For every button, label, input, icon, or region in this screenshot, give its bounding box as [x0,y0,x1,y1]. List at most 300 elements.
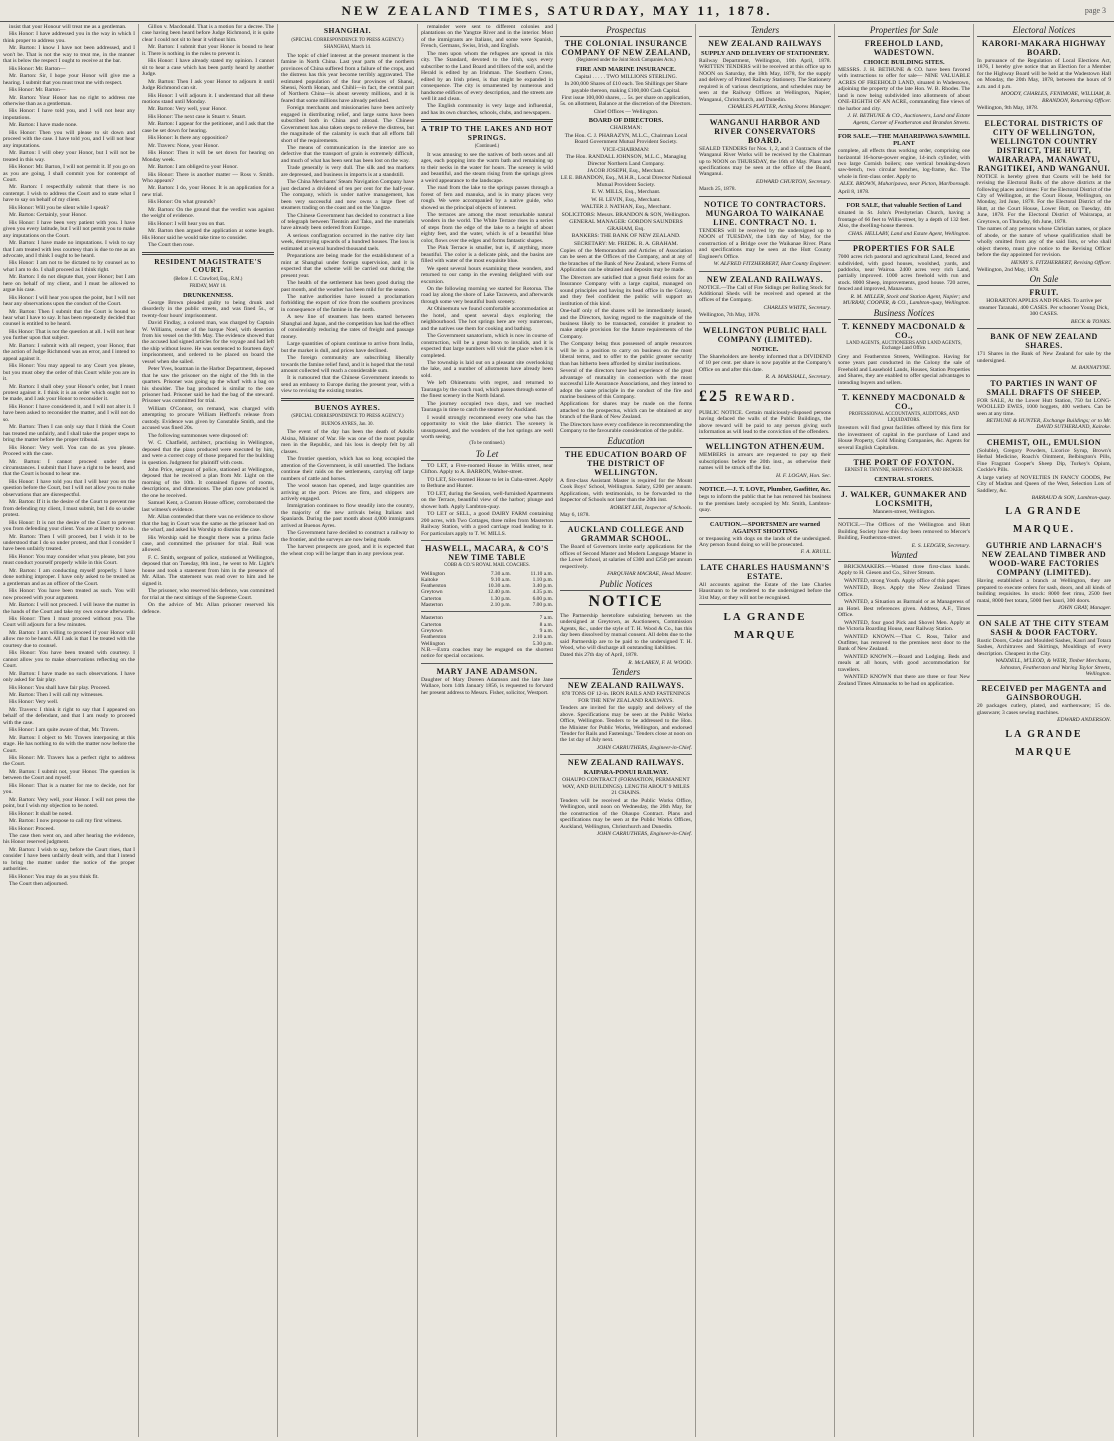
court-paragraph: His Honor: I have already stated my opinion. I cannot sit to hear a case which has been partly heard by another Judge. [142,58,274,78]
newspaper-title: NEW ZEALAND TIMES, SATURDAY, MAY 11, 1878. [341,3,773,18]
insurance-issue: First issue 100,000 shares, ... 5s. per share on application, 5s. on allotment, Balance at the discretion of the Directors. [560,94,692,108]
education-board-sign: ROBERT LEE, Inspector of Schools. [610,504,692,511]
rm-court-paragraph: F. C. Smith, sergeant of police, stationed at Wellington, deposed that on Tuesday, 8th inst., he went to Mr. Light's house and took a statement from him in the presence of Mr. Allan. The statement was read over to him and he signed it. [142,554,274,587]
wadestown-sub: CHOICE BUILDING SITES. [863,59,945,66]
sheep-sale-sign: BETHUNE & HUNTER, Exchange Buildings; or to Mr. DAVID SUTHERLAND, Kaitoke. [986,417,1111,431]
properties-sale-text: 7000 acres rich pastoral and agricultural Land, fenced and subdivided, with good houses, woolshed, yards, and paddocks, near Wairoa. 2400 acres very rich Land, partially improved. 1000 acres freehold with run and stock. 8000 Sheep, improvements, good house. 720 acres, fenced and improved, Manawatu. [838,254,970,293]
rm-court-paragraph: John Price, sergeant of police, stationed at Wellington, deposed that he received a plan from Mr. Light on the morning of the 10th. It contained figures of rooms, descriptions, and dimensions. The plan now produced is the one he received. [142,467,274,499]
bank-shares-ad [977,332,1111,371]
court-paragraph: Mr. Barton: Certainly, your Honor. [9,212,87,219]
court-paragraph: Mr. Barton: I shall obey your Honor's order, but I must protest against it. I think it is an order which ought not to be made, and I ask your Honor to reconsider it. [3,383,135,403]
court-paragraph: His Honor: You have been treated with courtesy. I cannot allow you to make observations reflecting on the Court. [3,650,135,670]
ad-divider [421,663,553,664]
rm-court-paragraph: His Worship said he thought there was a prima facie case, and committed the prisoner for trial. Bail was allowed. [142,534,274,554]
court-paragraph: Mr. Barton: I do not dispute that, your Honor; but I am here on behalf of my client, and I must be allowed to argue his case. [3,274,135,294]
buenos-ayres-paragraph: The frontier question, which has so long occupied the attention of the Government, is still unsettled. The Indians continue their raids on the settlements, carrying off large numbers of cattle and horses. [281,456,414,482]
shanghai-paragraph: The topic of chief interest at the present moment is the famine in North China. Last year parts of the northern provinces of China suffered from a failure of the crops, and the distress has this year become terribly aggravated. The estimated population of the four provinces of Shansi, Shensi, North Honan, and Chihli—in fact, the central part of Northern China—is about seventy millions, and it is feared that some millions have already perished. [281,52,415,104]
court-paragraph: Mr. Barton: Then I ask your Honor to adjourn it until Judge Richmond can sit. [142,78,274,92]
column-5 [557,24,696,1437]
ad-divider [977,375,1111,376]
insurance-offices: Chief Offices — Wellington. [593,108,659,115]
prospectus-heading: Prospectus [560,25,692,37]
trip-paragraph: I would strongly recommend every one who has the opportunity to visit the lake district. The scenery is unsurpassed, and the wonders of the hot springs are well worth seeing. [421,414,553,440]
ad-divider [699,384,831,385]
insurance-title: THE COLONIAL INSURANCE COMPANY OF NEW ZEALAND, [561,39,691,57]
court-paragraph: The case then went on, and after hearing the evidence, his Honor reserved judgment. [3,833,135,846]
insurance-paragraph: The Directors are satisfied that a great field exists for an Insurance Company with a large capital, managed on sound principles and having its head office in the Colony, and they feel confident the public will support an institution of this kind. [560,274,692,307]
court-paragraph: Mr. Barton: I am willing to proceed if your Honor will allow me to be heard. All I ask is that I be treated with the courtesy due to counsel. [3,629,135,649]
court-paragraph: Mr. Barton: I appear for the petitioner, and I ask that the case be set down for hearing. [142,121,274,134]
stationery-tender-title: NEW ZEALAND RAILWAYS [708,39,822,48]
page-number: page 3 [1084,6,1106,15]
fruit-sign: BECK & TONKS. [1070,318,1111,325]
section-sale-title: FOR SALE, that valuable Section of Land [846,202,962,210]
bank-shares-text: 171 Shares in the Bank of New Zealand for sale by the undersigned. [977,351,1111,364]
trip-paragraph: The road from the lake to the springs passes through a forest of fern and manuka, and is in many places very rough. We were accompanied by a native guide, who showed us the principal objects of interest. [421,185,553,211]
court-paragraph: His Honor: That is a matter for me to decide, not for you. [3,782,135,796]
timetable-cell: 5.30 p.m. [532,640,553,647]
coach-timetable [421,571,553,609]
public-hall-title: WELLINGTON PUBLIC HALL COMPANY (LIMITED). [702,325,828,344]
court-paragraph: Mr. Barton: Sir, I hope your Honor will give me a hearing. I submit that you must treat me with respect. [3,73,135,86]
shanghai-paragraph: A serious conflagration occurred in the native city last week, destroying upwards of a hundred houses. The loss is estimated at several hundred thousand taels. [281,232,414,252]
macdonald-acc-text: Investors will find great facilities offered by this firm for the investment of capital in the purchase of Land and House Property, Gold Mining Companies, &c. Agents for several English Capitalists. [838,425,970,451]
court-paragraph: Mr. Barton: I respectfully submit that there is no contempt. I wish to address the Court and to state what I have to say on behalf of my client. [3,184,135,204]
director-entry: LE E. BRANDON, Esq., M.H.R., Local Director National Mutual Provident Society. [560,175,692,188]
to-let-ad: TO LET, a Five-roomed House in Willis street, near Clifton. Apply to A. BARRON, Walter-street. [421,463,553,476]
tenders-heading: Tenders [560,667,692,679]
missing-person-text: Daughter of Mary Doreen Adamson and the late Jane Wallace, born 14th January 1856, is requested to forward her present address to Messrs. Fisher, solicitor, Westport. [421,676,553,696]
rm-court-paragraph: W. C. Chatfield, architect, practising in Wellington, deposed that the plans produced were executed by him, and were a correct copy of those prepared for the building in question. Judgment for plaintiff with costs. [142,440,274,466]
wadestown-text: MESSRS. J. H. BETHUNE & CO. have been favored with instructions to offer for sale— NINE VALUABLE ACRES OF FREEHOLD LAND, situated in Wadestown, adjoining the property of the late Hon. W. B. Rhodes. The land is now being subdivided into allotments of about ONE-EIGHTH OF AN ACRE, commanding fine views of the harbor and city. [838,67,970,112]
timber-company-text: Having established a branch at Wellington, they are prepared to execute orders for sash, doors, and all kinds of building requisites. In stock: 8000 feet rimu, 2500 feet matai, 8000 feet totara, 5000 feet kauri, 300 doors. [977,578,1111,604]
to-let-ad: TO LET, during the Session, well-furnished Apartments on the Terrace, beautiful view of the harbor; plunge and shower bath. Apply Lambton-quay. [421,490,553,510]
properties-heading: Properties for Sale [838,25,970,37]
partnership-notice [560,593,692,667]
court-paragraph: His Honor: Mr. Barton— [9,65,66,72]
macdonald-land-sub: LAND AGENTS, AUCTIONEERS AND LAND AGENTS, Exchange Land Office. [846,340,962,352]
ad-divider [977,328,1111,329]
court-paragraph: His Honor: Mr. Barton, I will not permit it. If you go on as you are going, I shall commit you for contempt of Court. [3,164,135,183]
shanghai-dateline: SHANGHAI, March 14. [323,45,372,51]
court-paragraph: His Honor: It shall be noted. [9,810,73,817]
foxton-title: THE PORT OF FOXTON. [853,458,955,468]
coach-subtitle: COBB & CO.'S ROYAL MAIL COACHES. [444,563,530,568]
chemist-title: CHEMIST, OIL, EMULSION [986,437,1102,447]
insurance-shares: In 200,000 Shares of £10 each. Ten Shillings per Share payable thereon, making £100,000 Cash Capital. [564,81,688,94]
shanghai-paragraph: A new line of steamers has been started between Shanghai and Japan, and the competition has had the effect of considerably reducing the rates of freight and passage money. [281,314,414,340]
highway-board-date: Wellington, 9th May, 1878. [977,105,1039,112]
timetable-cell: 6.00 p.m. [532,595,553,602]
macdonald-land-ad [838,322,970,386]
caution-text: or trespassing with dogs on the lands of the undersigned. Any person found doing so will be prosecuted. [699,535,831,549]
macdonald-land-text: Grey and Featherston Streets, Wellington. Having for some years past conducted in the Colony the sale of Freehold and Leasehold Lands, Houses, Station Properties and Shares, they are enabled to offer special advantages to intending buyers and sellers. [838,353,970,386]
to-let-ads [421,463,553,537]
chemist-text-2: A large variety of NOVELTIES IN FANCY GOODS, Per City of Madras and Queen of the West, Selection Lots of Saddlery, &c. [977,474,1111,494]
chemist-text: (Soluble), Gregory Powders, Licorice Syrup, Brown's Herbal Medicine, Roach's Ointment, Belbington's Pills, Fine Fragrant Cooper's Sheep Dip, Turkey's Opium, Cockle's Pills. [977,447,1111,474]
court-paragraph: Mr. Barton: If it is the desire of the Court to prevent me from defending my client, I must submit, but I do so under protest. [3,499,135,519]
court-paragraph: His Honor: The next case is Stuart v. Stuart. [148,113,247,120]
ad-divider [838,240,970,241]
education-board-text: A first-class Assistant Master is required for the Mount Cook Boys' School, Wellington. Salary, £200 per annum. Applications, with testimonials, to be forwarded to the Inspector of Schools not later than the 20th inst. [560,477,692,504]
court-paragraph: His Honor: Proceed. [9,825,55,832]
buenos-ayres-title: BUENOS AYRES. [314,402,381,412]
court-paragraph: His Honor: Very well. You can do as you please. Proceed with the case. [3,444,135,458]
love-notice-ad [699,486,831,513]
ad-divider [838,486,970,487]
masthead [0,0,1114,22]
court-paragraph: His Honor: On what grounds? [148,199,216,206]
shanghai-paragraph: Preparations are being made for the establishment of a mint at Shanghai under foreign supervision, and it is expected that the scheme will be carried out during the present year. [281,253,414,279]
ad-divider [977,115,1111,116]
rails-tender-sub: 878 TONS OF 12-in. IRON RAILS AND FASTENINGS FOR THE NEW ZEALAND RAILWAYS. [561,691,691,704]
sawmill-ad [838,133,970,195]
wadestown-land-ad [838,39,970,126]
notice-sign: R. McLAREN, F. H. WOOD. [628,659,692,666]
court-paragraph: Mr. Travers: None, your Honor. [148,142,220,149]
electoral-heading: Electoral Notices [977,25,1111,37]
timetable-cell: Featherston [421,583,447,590]
court-paragraph: His Honor: I am not to be dictated to by counsel as to what I am to do. I shall proceed as I think right. [3,260,135,273]
court-paragraph: His Honor: That is not the question at all. I will not hear you further upon that subject. [3,328,135,342]
timetable-cell: 12.40 p.m. [487,589,511,596]
contractors-notice-text: TENDERS will be received by the undersigned up to NOON of TUESDAY, the 14th day of May, for the construction of a Bridge over the Waikanae River. Plans and specifications may be seen at the Hutt County Engineer's Office. [699,227,831,260]
column-8 [974,24,1114,1437]
ad-divider [838,454,970,455]
timetable-cell: 7.00 p.m. [532,602,553,609]
to-let-heading: To Let [421,449,553,461]
timber-company-ad [977,541,1111,611]
received-goods-ad [977,684,1111,723]
timetable-cell: 11.10 a.m. [530,570,553,577]
caution-title: CAUTION.—SPORTSMEN are warned AGAINST SHOOTING [709,520,821,535]
rm-court-paragraph: The prisoner, who reserved his defence, was committed for trial at the next sittings of the Supreme Court. [142,588,274,601]
court-paragraph: His Honor: Then you will please to sit down and proceed with the case. I have told you, and I will not hear any imputations. [3,129,135,149]
ad-divider [560,521,692,522]
ad-divider [560,754,692,755]
foxton-sub: ERNEST B. THYNNE, SHIPPING AGENT AND BROKER. [844,468,964,474]
timetable-cell: 2.10 a.m. [532,634,553,641]
buenos-ayres-body [281,429,414,557]
received-goods-sign: EDWARD ANDERSON. [1057,717,1111,724]
properties-sale-title: PROPERTIES FOR SALE [852,244,956,254]
rm-court-date: FRIDAY, MAY 10. [189,284,227,290]
buenos-ayres-paragraph: The Government have decided to construct a railway to the frontier, and the surveys are now being made. [281,530,414,543]
article-paragraph: remainder were sent to different colonies and plantations on the Yangtze River and in the interior. Most of the immigrants are Italians, and some were Spanish, French, Germans, Swiss, Irish, and English. [421,24,553,50]
insurance-capital: Capital . . . . . TWO MILLIONS STERLING. [574,73,678,80]
wanted-heading: Wanted [838,550,970,562]
buenos-ayres-paragraph: The wool season has opened, and large quantities are arriving at the port. Prices are firm, and shippers are actively engaged. [281,483,414,503]
fruit-text: HOBARTON APPLES AND PEARS. To arrive per steamer Taranaki, 400 CASES. Per schooner Young Dick, 300 CASES. [979,298,1109,318]
court-paragraph: Mr. Barton: I know I have not been addressed, and I won't be. That is not the way to treat me, in the manner that is below the respect I ought to receive at the bar. [3,45,135,65]
wanted-ad: WANTED KNOWN.—That C. Ross, Tailor and Outfitter, has removed to the premises next door to the Bank of New Zealand. [838,633,970,653]
trip-paragraph: We spent several hours examining these wonders, and returned to our camp in the evening delighted with our excursion. [421,265,553,285]
kaipara-tender-title: NEW ZEALAND RAILWAYS. [567,758,685,768]
shanghai-paragraph: Trade generally is very dull. The silk and tea markets are depressed, and business in imports is at a standstill. [281,165,414,178]
court-paragraph: Mr. Barton: I submit not, your Honor. The question is between the Court and myself. [3,768,135,782]
court-paragraph: His Honor: Mr. Travers has a perfect right to address the Court. [3,755,135,768]
rm-court-title: RESIDENT MAGISTRATE'S COURT. [154,256,262,274]
court-paragraph: insist that your Honour will treat me as a gentleman. [9,24,127,30]
timetable-cell: 7.30 a.m. [490,570,511,577]
court-paragraph: Mr. Barton: Then I can only say that I think the Court has treated me unfairly, and I shall take the proper steps to bring the matter before the proper tribunal. [3,424,135,444]
wanganui-harbor-text: SEALED TENDERS for Nos. 1, 2, and 3 Contracts of the Wanganui River Works will be received by the Chairman up to NOON on THURSDAY, the 16th of May. Plans and specifications may be seen at the office of the Board, Wanganui. [699,145,831,178]
trip-paragraph: The journey occupied two days, and we reached Tauranga in time to catch the steamer for Auckland. [421,400,553,414]
coach-timetable-return [421,615,553,646]
ad-divider [699,559,831,560]
rm-court-paragraph: William O'Connor, on remand, was charged with attempting to procure William Hefford's release from custody. Evidence was given by Constable Smith, and the accused was fined 20s. [142,405,274,432]
ad-divider [838,198,970,199]
kaipara-tender-ad [560,758,692,837]
public-notices-heading: Public Notices [560,579,692,591]
court-paragraph: Mr. Barton: I wish to say, before the Court rises, that I consider I have been unfairly dealt with, and that I intend to bring the matter under the notice of the proper authorities. [3,846,135,873]
buenos-ayres-subtitle: (SPECIAL CORRESPONDENCE TO PRESS AGENCY.) [291,414,404,420]
electoral-districts-text: NOTICE is hereby given that Courts will be held for revising the Electoral Rolls of the above districts at the following places and times: For the Electoral District of the City of Wellington, at the Court House, Wellington, on Monday, 3rd June, 1878. For the Electoral District of the Hutt, at the Court House, Lower Hutt, on Tuesday, 4th June, 1878. For the Electoral District of Wairarapa, at Greytown, on Thursday, 6th June, 1878. [977,173,1111,225]
court-paragraph: His Honor: I have considered it, and I will not alter it. I have been asked to reconsider the matter, and I will not do so. [3,403,135,423]
missing-person-title: MARY JANE ADAMSON. [436,666,538,676]
court-proceedings-continued [142,24,274,249]
wanganui-harbor-title: WANGANUI HARBOR AND RIVER CONSERVATORS BOARD. [709,117,821,145]
trip-body [421,152,553,440]
timetable-cell: 1.30 p.m. [490,595,511,602]
railways-notice-ad [699,275,831,319]
insurance-solicitors: SOLICITORS: Messrs. BRANDON & SON, Wellington. [561,211,691,218]
insurance-paragraph: Several of the directors have had experience of the great advantage of mutuality in connection with the most successful Life Assurance Associations, and they intend to adopt the same principle in the conduct of the fire and marine business of this Company. [560,368,692,400]
wanted-ad: WANTED, a Situation as Barmaid or as Manageress of an Hotel. Best references given. Address, A.F., Times Office. [838,599,970,619]
director-entry: JACOB JOSEPH, Esq., Merchant. [587,168,665,175]
received-goods-text: 20 packages cutlery, plated, and earthenware; 15 do. glassware; 3 cases sewing machines. [977,703,1111,716]
buenos-ayres-dateline: BUENOS AYRES, Jan. 30. [321,421,374,427]
sawmill-sign: ALEX. BROWN, Maharipawa, near Picton, Marlborough. [839,181,970,188]
received-goods-title: RECEIVED per MAGENTA and GAINSBOROUGH. [981,684,1107,703]
court-paragraph: His Honor: You may do as you think fit. [9,873,99,880]
section-divider [142,252,274,255]
insurance-chair-label: CHAIRMAN: [609,125,642,132]
contractors-notice-title: NOTICE TO CONTRACTORS. MUNGAROA TO WAIKANAE LINE. CONTRACT NO. 1. [704,199,826,227]
railways-notice-date: Wellington, 7th May, 1878. [699,312,761,319]
sawmill-title: FOR SALE.—THE MAHARIPAWA SAWMILL PLANT [838,133,970,148]
sawmill-date: April 8, 1878. [838,188,870,195]
ad-divider [699,196,831,197]
court-paragraph: His Honor: You may consider what you please, but you must conduct yourself properly while in this Court. [3,553,135,567]
trip-subtitle: (Continued.) [474,144,500,150]
timetable-cell: 7 a.m. [539,615,553,622]
director-entry: E. W. MILLS, Esq., Merchant. [591,189,661,196]
ad-divider [699,517,831,518]
love-notice-title: NOTICE.—J. T. LOVE, Plumber, Gasfitter, &c. [699,486,831,494]
coach-footer: N.B.—Extra coaches may be engaged on the shortest notice for special occasions. [421,646,553,660]
wanted-ad: WANTED, strong Youth. Apply office of this paper. [844,577,961,584]
trip-paragraph: The Government sanatorium, which is now in course of construction, will be a great boon to invalids, and it is expected that large numbers will visit the place when it is completed. [421,333,553,359]
missing-person-ad [421,667,553,696]
shanghai-paragraph: The means of communication in the interior are so defective that the transport of grain is extremely difficult, and much of what has been sent has been lost on the way. [281,145,414,164]
insurance-paragraph: Copies of the Memorandum and Articles of Association can be seen at the Offices of the Company, and at any of the branches of the Bank of New Zealand, where Forms of Application can be obtained and deposits may be made. [560,248,692,274]
auckland-college-sign: FARQUHAR MACRAE, Head Master. [607,571,692,578]
wanted-ad: WANTED, four good Pick and Shovel Men. Apply at the Victoria Boarding House, near Railway Station. [838,619,970,633]
court-paragraph: His Honor: Is there any opposition? [148,135,229,142]
insurance-directors [560,168,692,211]
rm-court-paragraph: Samuel Kent, a Custom House officer, corroborated the last witness's evidence. [142,500,274,513]
timber-company-title: GUTHRIE AND LARNACH'S NEW ZEALAND TIMBER AND WOOD-WARE FACTORIES COMPANY (LIMITED). [981,541,1107,578]
reward-ad [699,388,831,436]
love-notice-text: begs to inform the public that he has removed his business to the premises lately occupied by Mr. Smith, Lambton-quay. [699,494,831,514]
wanted-ad: WANTED KNOWN.—Board and Lodging. Beds and meals at all hours, with good accommodation for travellers. [838,653,970,673]
wanganui-harbor-date: March 25, 1878. [699,186,736,193]
shanghai-paragraph: Foreign merchants and missionaries have been actively engaged in distributing relief, and large sums have been subscribed both in China and abroad. The Chinese Government has also taken steps to relieve the distress, but the magnitude of the calamity is such that all efforts fall short of the requirements. [281,105,414,144]
buenos-ayres-paragraph: Immigration continues to flow steadily into the country, the majority of the new arrivals being Italians and Spaniards. During the past month about 4,000 immigrants arrived at Buenos Ayres. [281,503,414,529]
court-paragraph: Mr. Barton: I am obliged to your Honor. [148,164,238,171]
highway-board-title: KARORI-MAKARA HIGHWAY BOARD. [981,39,1107,57]
court-paragraph: His Honor: I have addressed you in the way in which I think proper to address you. [3,31,135,44]
court-paragraph: His Honor: I will adjourn it. I understand that all these motions stand until Monday. [142,92,274,105]
court-paragraph: His Honor: I have told you, and I will not hear any imputations. [3,108,135,121]
sash-factory-sign: WADDELL, M'LEOD, & WEIR, Timber Merchants, Johnston, Featherston and Waring Taylor Streets, Wellington. [995,658,1111,678]
timetable-cell: Kaitoke [421,576,439,583]
court-paragraph: Mr. Barton: I submit with all respect, your Honor, that the action of Judge Richmond was an error, and I intend to appeal against it. [3,342,135,362]
education-board-title: THE EDUCATION BOARD OF THE DISTRICT OF WELLINGTON. [564,449,688,477]
trip-paragraph: It was amusing to see the natives of both sexes and all ages, each popping into the warm bath and remaining up to their necks in the water for hours. The scenery is wild and beautiful, and the steam rising from the springs gives a weird appearance to the landscape. [421,151,553,184]
trip-paragraph: We left Ohinemutu with regret, and returned to Tauranga by the coach road, which passes through some of the finest scenery in the North Island. [421,380,553,400]
shanghai-body [281,53,414,395]
properties-sale-sign: R. M. MILLER, Stock and Station Agent, Napier; and MURRAY, COOPER, & CO., Lambton-quay, Wellington. [842,293,970,307]
timetable-cell: Featherston [421,634,447,641]
ad-divider [699,114,831,115]
notice-date: Dated this 27th day of April, 1878. [560,652,638,659]
sheep-sale-title: TO PARTIES IN WANT OF SMALL DRAFTS OF SHEEP. [986,378,1102,397]
ad-divider [421,540,553,541]
court-paragraph: Mr. Travers: I think it right to say that I appeared on behalf of the defendant, and that I am ready to proceed with the case. [3,706,135,726]
wanted-ad: BRICKMAKERS.—Wanted three first-class hands. Apply to H. Giesen and Co., Silver Stream. [838,564,970,577]
public-hall-sign: R. A. MARSHALL, Secretary. [765,374,831,381]
stationery-tender-sign: CHARLES PLAYTER, Acting Stores Manager. [727,104,831,111]
timetable-row [421,602,553,608]
insurance-manager: GENERAL MANAGER: GORDON SAUNDERS GRAHAM, Esq. [569,219,683,232]
section-sale-text: situated in St. John's Presbyterian Church, having a frontage of 66 feet to Willis-street, by a depth of 132 feet. Also, the dwelling-house thereon. [838,210,970,230]
court-paragraph: His Honor: There is another matter — Ross v. Smith. Who appears? [142,171,274,184]
kaipara-tender-sub: KAIPARA-PONUI RAILWAY. [583,769,669,777]
trip-paragraph: At Ohinemutu we found comfortable accommodation at the hotel, and spent several days exploring the neighbourhood. The hot springs here are very numerous, and the natives use them for cooking and bathing. [421,306,553,332]
rm-court-paragraph: David Findlay, a colored man, was charged by Captain W. Williams, owner of the barque Noel, with desertion from his vessel on the 9th May. The evidence showed that the accused had signed articles for the voyage and had left the ship without leave. He was sentenced to fourteen days' imprisonment, and ordered to be placed on board the vessel when she sailed. [142,320,274,365]
gunmaker-text: Manners-street, Wellington. [872,508,936,515]
court-paragraph: His Honor: I have told you that I will hear you on the question before the Court, but I will not allow you to make observations that are disrespectful. [3,478,135,498]
court-paragraph: The Court then adjourned. [9,881,69,888]
coach-timetable-ad [421,544,553,660]
ad-divider [838,129,970,130]
education-heading: Education [560,436,692,448]
court-paragraph: His Honor: You may appeal to any Court you please, but you must obey the order of this Court while you are in it. [3,363,135,383]
section-sale-sign: CHAS. HELLABY, Land and Estate Agent, Wellington. [848,230,970,237]
trip-paragraph: The township is laid out on a pleasant site overlooking the lake, and a number of allotments have already been sold. [421,359,553,379]
shanghai-title: SHANGHAI. [323,26,372,35]
court-paragraph: His Honor: I will hear you on that. [148,220,226,227]
court-paragraph: His Honor: You have been treated as such. You will now proceed with your argument. [3,588,135,601]
court-paragraph: His Honor: Mr. Barton— [9,87,66,94]
court-paragraph: Mr. Barton: I now propose to call my first witness. [9,818,123,825]
article-continued [421,24,553,116]
timetable-cell: Masterton [421,615,443,622]
court-paragraph: Mr. Barton: I will obey your Honor, but I will not be treated in this way. [3,150,135,163]
court-paragraph: Mr. Barton: Then I submit that the Court is bound to hear what I have to say. It has been repeatedly decided that counsel is entitled to be heard. [3,308,135,328]
court-paragraph: Mr. Barton: Then I will proceed, but I wish it to be understood that I do so under protest, and that I consider I have been unfairly treated. [3,533,135,553]
athenaeum-text: MEMBERS in arrears are requested to pay up their subscriptions before the 20th inst., as otherwise their names will be struck off the list. [699,452,831,472]
court-paragraph: Mr. Barton: Very well, your Honor. I will not press the point, but I wish my objection to be noted. [3,796,135,810]
caution-sign: F. A. KRULL. [800,549,831,556]
auckland-college-text: The Board of Governors invite early applications for the offices of Second Master and Modern Language Master in the Lower School, at salaries of £300 and £250 per annum respectively. [560,544,692,570]
timetable-cell: Wellington [421,640,445,647]
foxton-text: CENTRAL STORES. [874,475,934,483]
court-paragraph: Mr. Barton: Your Honor has no right to address me otherwise than as a gentleman. [3,94,135,107]
section-divider [281,398,414,401]
director-entry: WALTER J. NATHAN, Esq., Merchant. [581,204,671,211]
ad-divider [838,389,970,390]
shanghai-paragraph: The China Merchants' Steam Navigation Company have just declared a dividend of ten per cent for the half-year. The company, which is under native management, has been very successful and now owns a large fleet of steamers trading on the coast and on the Yangtze. [281,179,414,212]
court-paragraph: Mr. Barton: I am conducting myself properly. I have done nothing improper. I have only asked to be treated as a gentleman and as an officer of the Court. [3,567,135,587]
notice-title: NOTICE [588,592,664,610]
building-society-text: NOTICE.—The Offices of the Wellington and Hutt Building Society have this day been removed to Mercer's Building, Featherston-street. [838,522,970,542]
rm-court-heading: DRUNKENNESS. [183,291,233,299]
trip-continued-note: (To be continued.) [469,441,505,447]
gunmaker-title: J. WALKER, GUNMAKER AND LOCKSMITH, [840,489,968,508]
tenders-heading-2: Tenders [699,25,831,37]
buenos-ayres-paragraph: The event of the day has been the death of Adolfo Alsina, Minister of War. He was one of the most popular men in the Republic, and his loss is deeply felt by all classes. [281,429,414,455]
railways-notice-sign: CHARLES WHITE, Secretary. [763,304,831,311]
insurance-kind: FIRE AND MARINE INSURANCE. [576,65,676,73]
timetable-row [421,589,553,595]
rm-court-paragraph: Peter Yves, boatman in the Harbor Department, deposed that he saw the prisoner on the night of the 9th in the quarters. Prisoner was going up the wharf with a bag on his shoulder. The bag produced is similar to the one prisoner had. Prisoner said he had the bag of the steward. Prisoner was committed for trial. [142,366,274,405]
electoral-districts-sign: HENRY S. FITZHERBERT, Revising Officer. [1010,259,1111,266]
trip-title: A TRIP TO THE LAKES AND HOT SPRINGS. [421,124,553,142]
timetable-cell: Wellington [421,570,445,577]
ad-divider [699,604,831,605]
ad-divider [699,271,831,272]
table-divider [421,611,553,612]
shanghai-paragraph: The Chinese Government has decided to construct a line of telegraph between Tientsin and Taku, and the materials have already been ordered from Europe. [281,212,414,232]
wanted-ad: WANTED KNOWN that there are three or four New Zealand Times Almanacks to be had on application. [838,674,970,687]
article-paragraph: The men upon whom the refugees are spread in this city. The Standard, devoted to the Irish, says every subscriber to the Land Board and tillers of the soil, and the Herald is edited by an Irishman. The Southern Cross, edited by an Irish priest, is that might be expanded in consequence. The city is ornamented by numerous and handsome edifices of every description, and the streets are well lit and clean. [421,50,553,102]
column-1 [0,24,139,1437]
insurance-bankers: BANKERS: THE BANK OF NEW ZEALAND. [571,233,681,240]
chemist-ad [977,438,1111,502]
bank-shares-title: BANK OF NEW ZEALAND SHARES. [990,332,1098,351]
reward-amount: £25 REWARD. [699,387,796,405]
contractors-notice-ad [699,200,831,268]
notice-text: The Partnership heretofore subsisting between us the undersigned at Greytown, as Auctioneers, Commission Agents, &c., under the style of T. H. Wood & Co., has this day been dissolved by mutual consent. All debts due to the said Partnership are to be paid to the undersigned T. H. Wood, who will discharge all outstanding liabilities. [560,612,692,651]
rm-court-paragraph: The following summonses were disposed of: [148,432,249,439]
timetable-cell: Carterton [421,621,442,628]
macdonald-accountants-ad [838,393,970,451]
trip-paragraph: The Pink Terrace is smaller, but is, if anything, more beautiful. The color is a delicate pink, and the basins are filled with water of the most exquisite blue. [421,245,553,265]
wadestown-sign: J. H. BETHUNE & CO., Auctioneers, Land and Estate Agents, Corner of Featherston and Brandon Streets. [847,113,970,126]
insurance-chair: The Hon. C. J. PHARAZYN, M.L.C., Chairman Local Board Government Mutual Provident Society. [564,132,688,146]
court-paragraph: Mr. Barton: I have made none. [9,122,78,129]
kaipara-tender-contract: OHAUPO CONTRACT (FORMATION, PERMANENT WAY, AND BUILDINGS). LENGTH ABOUT 9 MILES 21 CHAINS. [562,777,690,797]
business-notices-heading: Business Notices [838,308,970,320]
insurance-body [560,248,692,435]
ad-divider [977,680,1111,681]
wanted-ad: WANTED, Boys. Apply the New Zealand Times Office. [838,585,970,598]
highway-board-text: In pursuance of the Regulation of Local Elections Act, 1876, I hereby give notice that an Election for a Member for the Highway Board will be held at the Wadestown Hall on Monday, the 20th May, 1878, between the hours of 9 a.m. and 4 p.m. [977,58,1111,90]
insurance-paragraph: The Directors have every confidence in recommending the Company to the favourable consideration of the public. [560,421,692,435]
rm-court-paragraph: On the advice of Mr. Allan prisoner reserved his defence. [142,602,274,615]
chemist-sign: BARRAUD & SON, Lambton-quay. [1031,495,1111,502]
rm-court-body [142,300,274,615]
wadestown-title: FREEHOLD LAND, WADESTOWN. [864,39,944,57]
court-paragraph: Mr. Barton: I do, your Honor. It is an application for a new trial. [142,185,274,198]
estate-title: LATE CHARLES HAUSMANN'S ESTATE. [700,562,830,581]
court-paragraph: Mr. Barton: On the ground that the verdict was against the weight of evidence. [142,206,274,220]
kaipara-tender-text: Tenders will be received at the Public Works Office, Wellington, until noon on Wednesday, the 26th May, for the construction of the Ohaupo Contract. Plans and specifications may be seen at the Public Works Offices, Auckland, Wellington, Christchurch and Dunedin. [560,797,692,830]
electoral-districts-date: Wellington, 2nd May, 1878. [977,266,1040,273]
